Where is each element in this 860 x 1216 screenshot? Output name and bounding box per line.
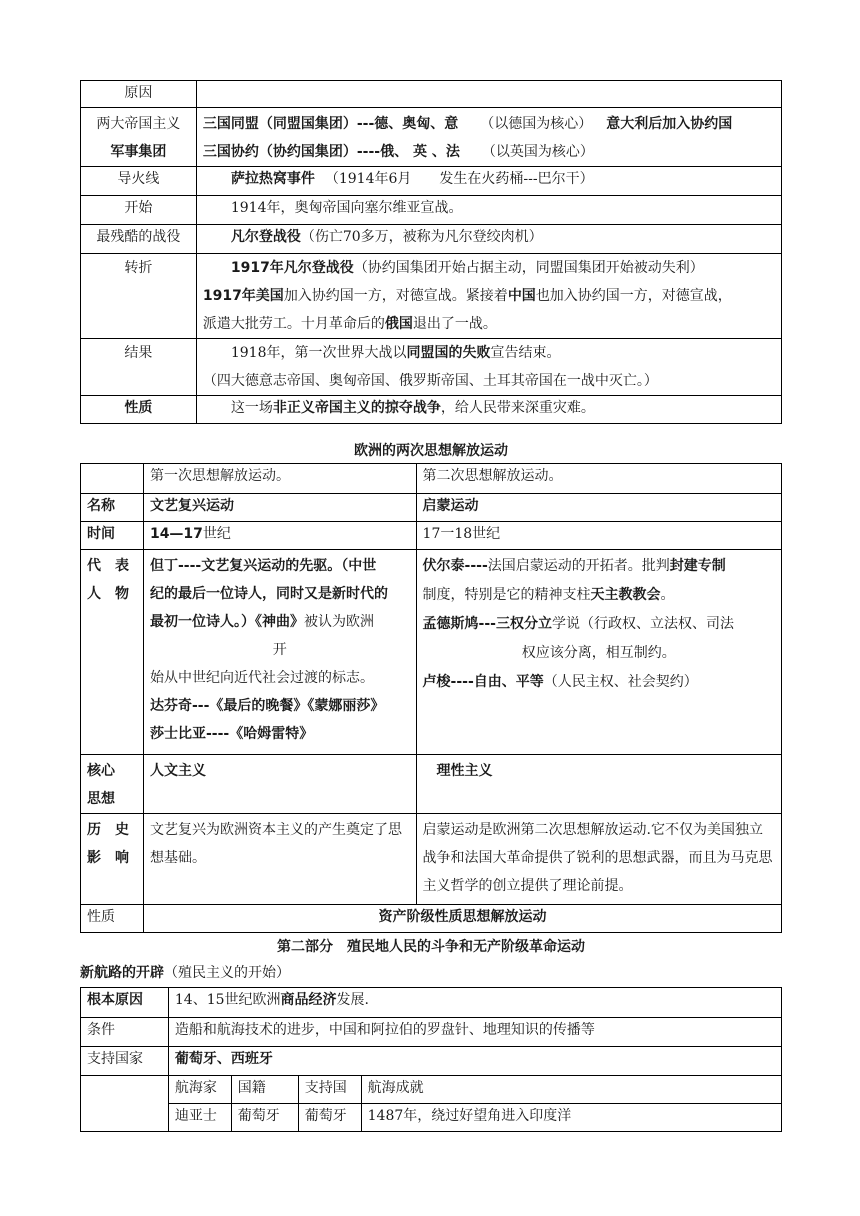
- name-first: 文艺复兴运动: [143, 494, 416, 522]
- enlightenment-table: [80, 463, 782, 933]
- navigator-name: 迪亚士: [168, 1104, 231, 1132]
- row-label-start: 开始: [81, 196, 197, 225]
- name-second: 启蒙运动: [416, 494, 781, 522]
- row-label-time: 时间: [81, 522, 144, 550]
- row-label-conditions: 条件: [81, 1018, 169, 1047]
- row-label-turning: 转折: [81, 254, 197, 339]
- row-label-people: 代 表 人 物: [81, 550, 144, 755]
- row-label-result: 结果: [81, 339, 197, 396]
- part-title: 第二部分 殖民地人民的斗争和无产阶级革命运动: [277, 939, 585, 955]
- core-first: 人文主义: [143, 755, 416, 814]
- section-subtitle: 新航路的开辟（殖民主义的开始）: [80, 965, 290, 981]
- start-cell: 1914年，奥匈帝国向塞尔维亚宣战。: [196, 196, 781, 225]
- turning-cell: 1917年凡尔登战役（协约国集团开始占据主动，同盟国集团开始被动失利） 1917年美国加入协约国一方，对德宣战。紧接着中国也加入协约国一方，对德宣战， 派遣大批劳工。十月革命后的俄国退出了一战。: [196, 254, 781, 339]
- col-header-second: 第二次思想解放运动。: [416, 464, 781, 494]
- sub-header-achievement: 航海成就: [361, 1076, 781, 1104]
- row-label-core: 核心 思想: [81, 755, 144, 814]
- row-label-nature: 性质: [81, 396, 197, 424]
- nature-value: 资产阶级性质思想解放运动: [143, 905, 781, 933]
- cause-cell: [196, 81, 781, 108]
- navigator-sponsor: 葡萄牙: [298, 1104, 361, 1132]
- time-second: 17一18世纪: [416, 522, 781, 550]
- blocs-cell: 三国同盟（同盟国集团）---德、奥匈、意 （以德国为核心） 意大利后加入协约国 三国协约（协约国集团）----俄、 英 、法 （以英国为核心）: [196, 108, 781, 167]
- people-first: 但丁----文艺复兴运动的先驱。（中世 纪的最后一位诗人，同时又是新时代的 最初一位诗人。）《神曲》被认为欧洲 开 始从中世纪向近代社会过渡的标志。 达芬奇---《最后的晚餐》《蒙娜丽莎》 莎士比亚----《哈姆雷特》: [143, 550, 416, 755]
- row-label-fuse: 导火线: [81, 167, 197, 196]
- section-heading-enlightenment: 欧洲的两次思想解放运动: [354, 443, 508, 459]
- root-cell: 14、15世纪欧洲商品经济发展.: [168, 988, 781, 1018]
- result-cell: 1918年，第一次世界大战以同盟国的失败宣告结束。 （四大德意志帝国、奥匈帝国、俄罗斯帝国、土耳其帝国在一战中灭亡。）: [196, 339, 781, 396]
- row-label-cause: 原因: [81, 81, 197, 108]
- nature-cell: 这一场非正义帝国主义的掠夺战争，给人民带来深重灾难。: [196, 396, 781, 424]
- battle-cell: 凡尔登战役（伤亡70多万，被称为凡尔登绞肉机）: [196, 225, 781, 254]
- supporters-cell: 葡萄牙、西班牙: [168, 1047, 781, 1076]
- people-second: 伏尔泰----法国启蒙运动的开拓者。批判封建专制 制度，特别是它的精神支柱天主教教会。 孟德斯鸠---三权分立学说（行政权、立法权、司法 权应该分离，相互制约。 卢梭----自由、平等（人民主权、社会契约）: [416, 550, 781, 755]
- row-label-battle: 最残酷的战役: [81, 225, 197, 254]
- row-label-nature-2: 性质: [81, 905, 144, 933]
- col-header-first: 第一次思想解放运动。: [143, 464, 416, 494]
- impact-second: 启蒙运动是欧洲第二次思想解放运动.它不仅为美国独立战争和法国大革命提供了锐利的思想武器，而且为马克思主义哲学的创立提供了理论前提。: [416, 814, 781, 905]
- fuse-cell: 萨拉热窝事件 （1914年6月 发生在火药桶---巴尔干）: [196, 167, 781, 196]
- row-label-blocs: 两大帝国主义 军事集团: [81, 108, 197, 167]
- sub-header-navigator: 航海家: [168, 1076, 231, 1104]
- navigators-label-cell: [81, 1076, 169, 1132]
- impact-first: 文艺复兴为欧洲资本主义的产生奠定了思想基础。: [143, 814, 416, 905]
- wwi-table: [80, 80, 782, 424]
- corner-cell: [81, 464, 144, 494]
- time-first: 14—17世纪: [143, 522, 416, 550]
- row-label-impact: 历 史 影 响: [81, 814, 144, 905]
- sub-header-sponsor: 支持国: [298, 1076, 361, 1104]
- row-label-name: 名称: [81, 494, 144, 522]
- row-label-root: 根本原因: [81, 988, 169, 1018]
- conditions-cell: 造船和航海技术的进步，中国和阿拉伯的罗盘针、地理知识的传播等: [168, 1018, 781, 1047]
- navigator-nationality: 葡萄牙: [231, 1104, 298, 1132]
- core-second: 理性主义: [416, 755, 781, 814]
- sea-routes-table: [80, 987, 782, 1132]
- row-label-supporters: 支持国家: [81, 1047, 169, 1076]
- sub-header-nationality: 国籍: [231, 1076, 298, 1104]
- navigator-achievement: 1487年，绕过好望角进入印度洋: [361, 1104, 781, 1132]
